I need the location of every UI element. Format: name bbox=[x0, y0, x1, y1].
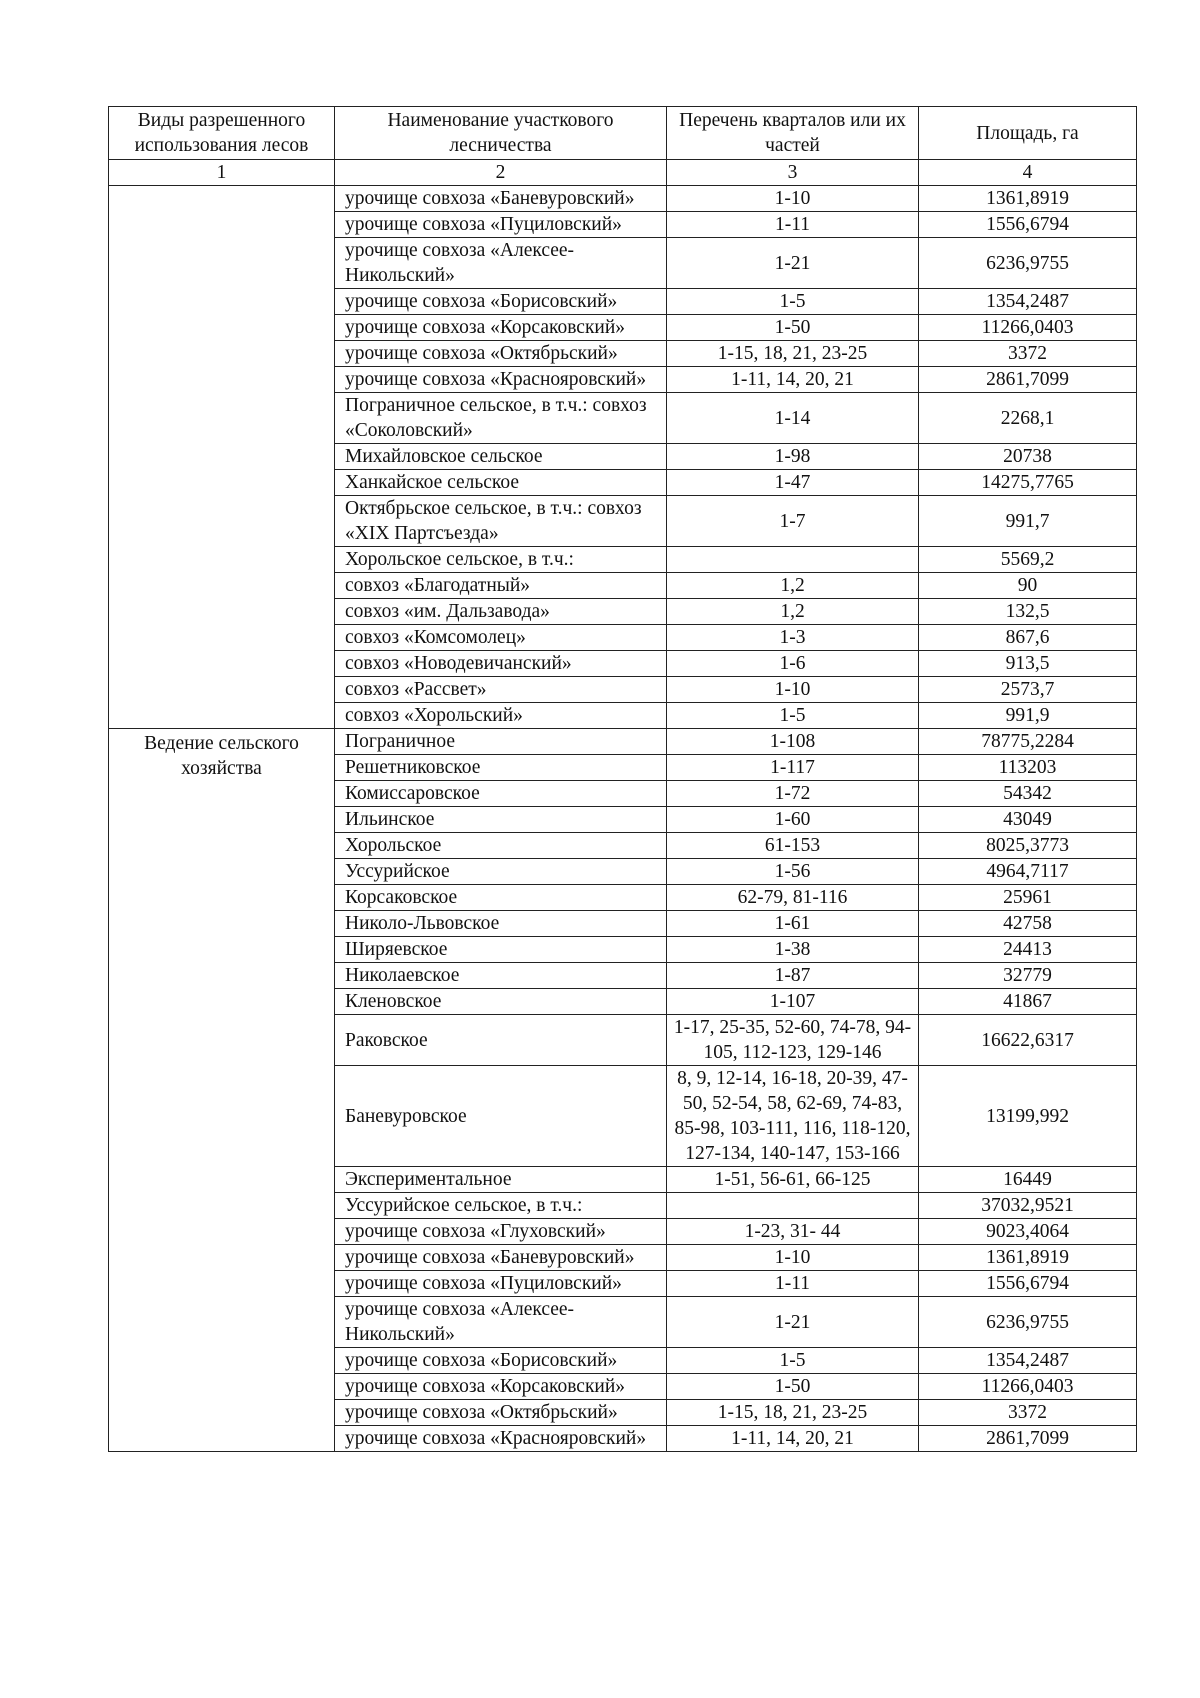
blocks-cell: 1-10 bbox=[667, 677, 919, 703]
blocks-cell: 1-56 bbox=[667, 859, 919, 885]
area-cell: 3372 bbox=[919, 1400, 1137, 1426]
column-number: 4 bbox=[919, 160, 1137, 186]
area-cell: 913,5 bbox=[919, 651, 1137, 677]
forestry-name-cell: Комиссаровское bbox=[335, 781, 667, 807]
blocks-cell: 1-3 bbox=[667, 625, 919, 651]
area-cell: 11266,0403 bbox=[919, 315, 1137, 341]
area-cell: 2861,7099 bbox=[919, 367, 1137, 393]
blocks-cell: 1-7 bbox=[667, 496, 919, 547]
forestry-name-cell: Корсаковское bbox=[335, 885, 667, 911]
blocks-cell: 1-60 bbox=[667, 807, 919, 833]
blocks-cell: 1-38 bbox=[667, 937, 919, 963]
forestry-name-cell: Кленовское bbox=[335, 989, 667, 1015]
blocks-cell: 1-108 bbox=[667, 729, 919, 755]
forestry-name-cell: Экспериментальное bbox=[335, 1167, 667, 1193]
header-area: Площадь, га bbox=[919, 107, 1137, 160]
area-cell: 42758 bbox=[919, 911, 1137, 937]
forestry-name-cell: Ширяевское bbox=[335, 937, 667, 963]
forestry-name-cell: Ханкайское сельское bbox=[335, 470, 667, 496]
forestry-name-cell: совхоз «Рассвет» bbox=[335, 677, 667, 703]
blocks-cell: 1-15, 18, 21, 23-25 bbox=[667, 341, 919, 367]
area-cell: 16449 bbox=[919, 1167, 1137, 1193]
forest-use-table bbox=[108, 106, 1137, 1452]
forestry-name-cell: Решетниковское bbox=[335, 755, 667, 781]
forestry-name-cell: Октябрьское сельское, в т.ч.: совхоз «XIX Партсъезда» bbox=[335, 496, 667, 547]
table-row bbox=[109, 729, 1137, 755]
forestry-name-cell: Уссурийское bbox=[335, 859, 667, 885]
forestry-name-cell: совхоз «Комсомолец» bbox=[335, 625, 667, 651]
column-number: 3 bbox=[667, 160, 919, 186]
forestry-name-cell: урочище совхоза «Корсаковский» bbox=[335, 315, 667, 341]
forestry-name-cell: урочище совхоза «Алексее-Никольский» bbox=[335, 238, 667, 289]
column-number: 2 bbox=[335, 160, 667, 186]
forestry-name-cell: урочище совхоза «Алексее-Никольский» bbox=[335, 1297, 667, 1348]
forestry-name-cell: Михайловское сельское bbox=[335, 444, 667, 470]
area-cell: 1354,2487 bbox=[919, 1348, 1137, 1374]
header-blocks-list: Перечень кварталов или их частей bbox=[667, 107, 919, 160]
table-body bbox=[109, 186, 1137, 1452]
forestry-name-cell: урочище совхоза «Октябрьский» bbox=[335, 341, 667, 367]
area-cell: 32779 bbox=[919, 963, 1137, 989]
forestry-name-cell: Уссурийское сельское, в т.ч.: bbox=[335, 1193, 667, 1219]
use-type-cell: Ведение сельского хозяйства bbox=[109, 729, 335, 1452]
forestry-name-cell: урочище совхоза «Баневуровский» bbox=[335, 186, 667, 212]
area-cell: 1556,6794 bbox=[919, 212, 1137, 238]
blocks-cell: 1-21 bbox=[667, 1297, 919, 1348]
area-cell: 1556,6794 bbox=[919, 1271, 1137, 1297]
area-cell: 991,7 bbox=[919, 496, 1137, 547]
blocks-cell: 1-117 bbox=[667, 755, 919, 781]
area-cell: 16622,6317 bbox=[919, 1015, 1137, 1066]
table-row bbox=[109, 186, 1137, 212]
forestry-name-cell: Хорольское bbox=[335, 833, 667, 859]
area-cell: 9023,4064 bbox=[919, 1219, 1137, 1245]
area-cell: 3372 bbox=[919, 341, 1137, 367]
area-cell: 20738 bbox=[919, 444, 1137, 470]
blocks-cell: 1-21 bbox=[667, 238, 919, 289]
blocks-cell bbox=[667, 547, 919, 573]
forestry-name-cell: Пограничное bbox=[335, 729, 667, 755]
area-cell: 1361,8919 bbox=[919, 1245, 1137, 1271]
blocks-cell: 1-98 bbox=[667, 444, 919, 470]
blocks-cell: 1-51, 56-61, 66-125 bbox=[667, 1167, 919, 1193]
area-cell: 867,6 bbox=[919, 625, 1137, 651]
forestry-name-cell: урочище совхоза «Пуциловский» bbox=[335, 212, 667, 238]
blocks-cell: 1-11, 14, 20, 21 bbox=[667, 367, 919, 393]
blocks-cell: 1-11, 14, 20, 21 bbox=[667, 1426, 919, 1452]
table-header bbox=[109, 107, 1137, 186]
area-cell: 132,5 bbox=[919, 599, 1137, 625]
blocks-cell bbox=[667, 1193, 919, 1219]
forestry-name-cell: Баневуровское bbox=[335, 1066, 667, 1167]
blocks-cell: 1-10 bbox=[667, 1245, 919, 1271]
area-cell: 113203 bbox=[919, 755, 1137, 781]
header-forestry-name: Наименование участкового лесничества bbox=[335, 107, 667, 160]
blocks-cell: 1-61 bbox=[667, 911, 919, 937]
blocks-cell: 1-23, 31- 44 bbox=[667, 1219, 919, 1245]
blocks-cell: 62-79, 81-116 bbox=[667, 885, 919, 911]
area-cell: 54342 bbox=[919, 781, 1137, 807]
forestry-name-cell: совхоз «им. Дальзавода» bbox=[335, 599, 667, 625]
area-cell: 8025,3773 bbox=[919, 833, 1137, 859]
forestry-name-cell: урочище совхоза «Краснояровский» bbox=[335, 367, 667, 393]
blocks-cell: 1-5 bbox=[667, 703, 919, 729]
blocks-cell: 1-6 bbox=[667, 651, 919, 677]
use-type-cell bbox=[109, 186, 335, 729]
blocks-cell: 1-14 bbox=[667, 393, 919, 444]
forestry-name-cell: совхоз «Благодатный» bbox=[335, 573, 667, 599]
blocks-cell: 1-87 bbox=[667, 963, 919, 989]
column-number-row bbox=[109, 160, 1137, 186]
blocks-cell: 1-50 bbox=[667, 315, 919, 341]
forestry-name-cell: совхоз «Новодевичанский» bbox=[335, 651, 667, 677]
area-cell: 1361,8919 bbox=[919, 186, 1137, 212]
forestry-name-cell: урочище совхоза «Глуховский» bbox=[335, 1219, 667, 1245]
blocks-cell: 1,2 bbox=[667, 599, 919, 625]
area-cell: 2268,1 bbox=[919, 393, 1137, 444]
area-cell: 25961 bbox=[919, 885, 1137, 911]
forestry-name-cell: Пограничное сельское, в т.ч.: совхоз «Соколовский» bbox=[335, 393, 667, 444]
area-cell: 14275,7765 bbox=[919, 470, 1137, 496]
area-cell: 78775,2284 bbox=[919, 729, 1137, 755]
area-cell: 1354,2487 bbox=[919, 289, 1137, 315]
forestry-name-cell: Ильинское bbox=[335, 807, 667, 833]
forestry-name-cell: Раковское bbox=[335, 1015, 667, 1066]
area-cell: 43049 bbox=[919, 807, 1137, 833]
area-cell: 11266,0403 bbox=[919, 1374, 1137, 1400]
area-cell: 2573,7 bbox=[919, 677, 1137, 703]
area-cell: 24413 bbox=[919, 937, 1137, 963]
blocks-cell: 1-11 bbox=[667, 212, 919, 238]
area-cell: 37032,9521 bbox=[919, 1193, 1137, 1219]
area-cell: 13199,992 bbox=[919, 1066, 1137, 1167]
area-cell: 90 bbox=[919, 573, 1137, 599]
blocks-cell: 1-10 bbox=[667, 186, 919, 212]
forestry-name-cell: урочище совхоза «Октябрьский» bbox=[335, 1400, 667, 1426]
area-cell: 2861,7099 bbox=[919, 1426, 1137, 1452]
forestry-name-cell: урочище совхоза «Корсаковский» bbox=[335, 1374, 667, 1400]
forestry-name-cell: урочище совхоза «Пуциловский» bbox=[335, 1271, 667, 1297]
blocks-cell: 8, 9, 12-14, 16-18, 20-39, 47-50, 52-54, 58, 62-69, 74-83, 85-98, 103-111, 116, 118-120, 127-134, 140-147, 153-166 bbox=[667, 1066, 919, 1167]
blocks-cell: 1-107 bbox=[667, 989, 919, 1015]
header-use-type: Виды разрешенного использования лесов bbox=[109, 107, 335, 160]
area-cell: 41867 bbox=[919, 989, 1137, 1015]
forestry-name-cell: урочище совхоза «Борисовский» bbox=[335, 1348, 667, 1374]
blocks-cell: 1-5 bbox=[667, 1348, 919, 1374]
forestry-name-cell: урочище совхоза «Баневуровский» bbox=[335, 1245, 667, 1271]
blocks-cell: 1-5 bbox=[667, 289, 919, 315]
forestry-name-cell: Хорольское сельское, в т.ч.: bbox=[335, 547, 667, 573]
blocks-cell: 1-15, 18, 21, 23-25 bbox=[667, 1400, 919, 1426]
blocks-cell: 61-153 bbox=[667, 833, 919, 859]
area-cell: 4964,7117 bbox=[919, 859, 1137, 885]
forestry-name-cell: урочище совхоза «Борисовский» bbox=[335, 289, 667, 315]
area-cell: 991,9 bbox=[919, 703, 1137, 729]
column-number: 1 bbox=[109, 160, 335, 186]
forestry-name-cell: Николо-Львовское bbox=[335, 911, 667, 937]
forestry-name-cell: Николаевское bbox=[335, 963, 667, 989]
blocks-cell: 1-47 bbox=[667, 470, 919, 496]
blocks-cell: 1-72 bbox=[667, 781, 919, 807]
forestry-name-cell: совхоз «Хорольский» bbox=[335, 703, 667, 729]
area-cell: 6236,9755 bbox=[919, 1297, 1137, 1348]
blocks-cell: 1-50 bbox=[667, 1374, 919, 1400]
blocks-cell: 1-11 bbox=[667, 1271, 919, 1297]
forestry-name-cell: урочище совхоза «Краснояровский» bbox=[335, 1426, 667, 1452]
area-cell: 6236,9755 bbox=[919, 238, 1137, 289]
blocks-cell: 1-17, 25-35, 52-60, 74-78, 94-105, 112-123, 129-146 bbox=[667, 1015, 919, 1066]
blocks-cell: 1,2 bbox=[667, 573, 919, 599]
area-cell: 5569,2 bbox=[919, 547, 1137, 573]
